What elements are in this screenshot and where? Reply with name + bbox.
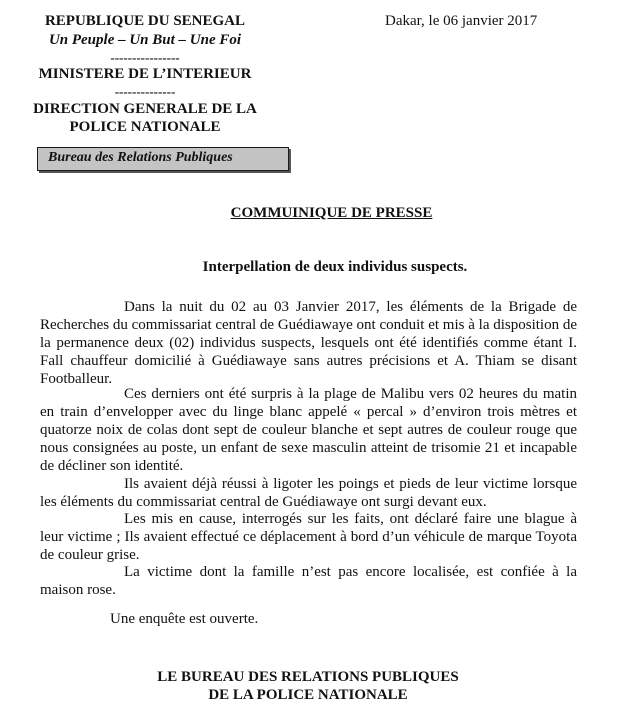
- header-ministry: MINISTERE DE L’INTERIEUR: [38, 66, 252, 82]
- paragraph-5: La victime dont la famille n’est pas encore localisée, est confiée à la maison rose.: [40, 564, 577, 598]
- document-date: Dakar, le 06 janvier 2017: [385, 13, 538, 29]
- header-direction-line2: POLICE NATIONALE: [69, 119, 221, 135]
- header-country: REPUBLIQUE DU SENEGAL: [44, 13, 246, 29]
- header-direction-line1: DIRECTION GENERALE DE LA: [33, 101, 257, 117]
- document-title: COMMUINIQUE DE PRESSE: [230, 205, 433, 221]
- paragraph-2: Ces derniers ont été surpris à la plage de Malibu vers 02 heures du matin en train d’envelopper avec du linge blanc appelé « percal » d’environ trois mètres et quatorze noix de colas dont sept de couleur blanche et sept autres de couleur rouge que nous consignées au poste, un enfant de sexe masculin atteint de trisomie 21 et incapable de décliner son identité.: [40, 386, 577, 474]
- paragraph-4: Les mis en cause, interrogés sur les faits, ont déclaré faire une blague à leur victime ; Ils avaient effectué ce déplacement à bord d’un véhicule de marque Toyota de couleur grise.: [40, 511, 577, 563]
- closing-statement: Une enquête est ouverte.: [110, 611, 259, 627]
- header-separator-1: ----------------: [110, 50, 180, 65]
- signature-line1: LE BUREAU DES RELATIONS PUBLIQUES: [157, 669, 459, 685]
- signature-line2: DE LA POLICE NATIONALE: [208, 687, 408, 703]
- document-subtitle: Interpellation de deux individus suspects.: [202, 259, 468, 275]
- paragraph-1: Dans la nuit du 02 au 03 Janvier 2017, les éléments de la Brigade de Recherches du commissariat central de Guédiawaye ont conduit et mis à la disposition de la permanence deux (02) individus suspects, lesquels ont été identifiés comme étant I. Fall chauffeur domicilié à Guédiawaye sans autres précisions et A. Thiam se disant Footballeur.: [40, 299, 577, 387]
- header-motto: Un Peuple – Un But – Une Foi: [48, 32, 242, 48]
- header-separator-2: --------------: [114, 84, 176, 99]
- paragraph-3: Ils avaient déjà réussi à ligoter les poings et pieds de leur victime lorsque les éléments du commissariat central de Guédiawaye ont surgi devant eux.: [40, 476, 577, 510]
- bureau-label-box: Bureau des Relations Publiques: [37, 147, 289, 171]
